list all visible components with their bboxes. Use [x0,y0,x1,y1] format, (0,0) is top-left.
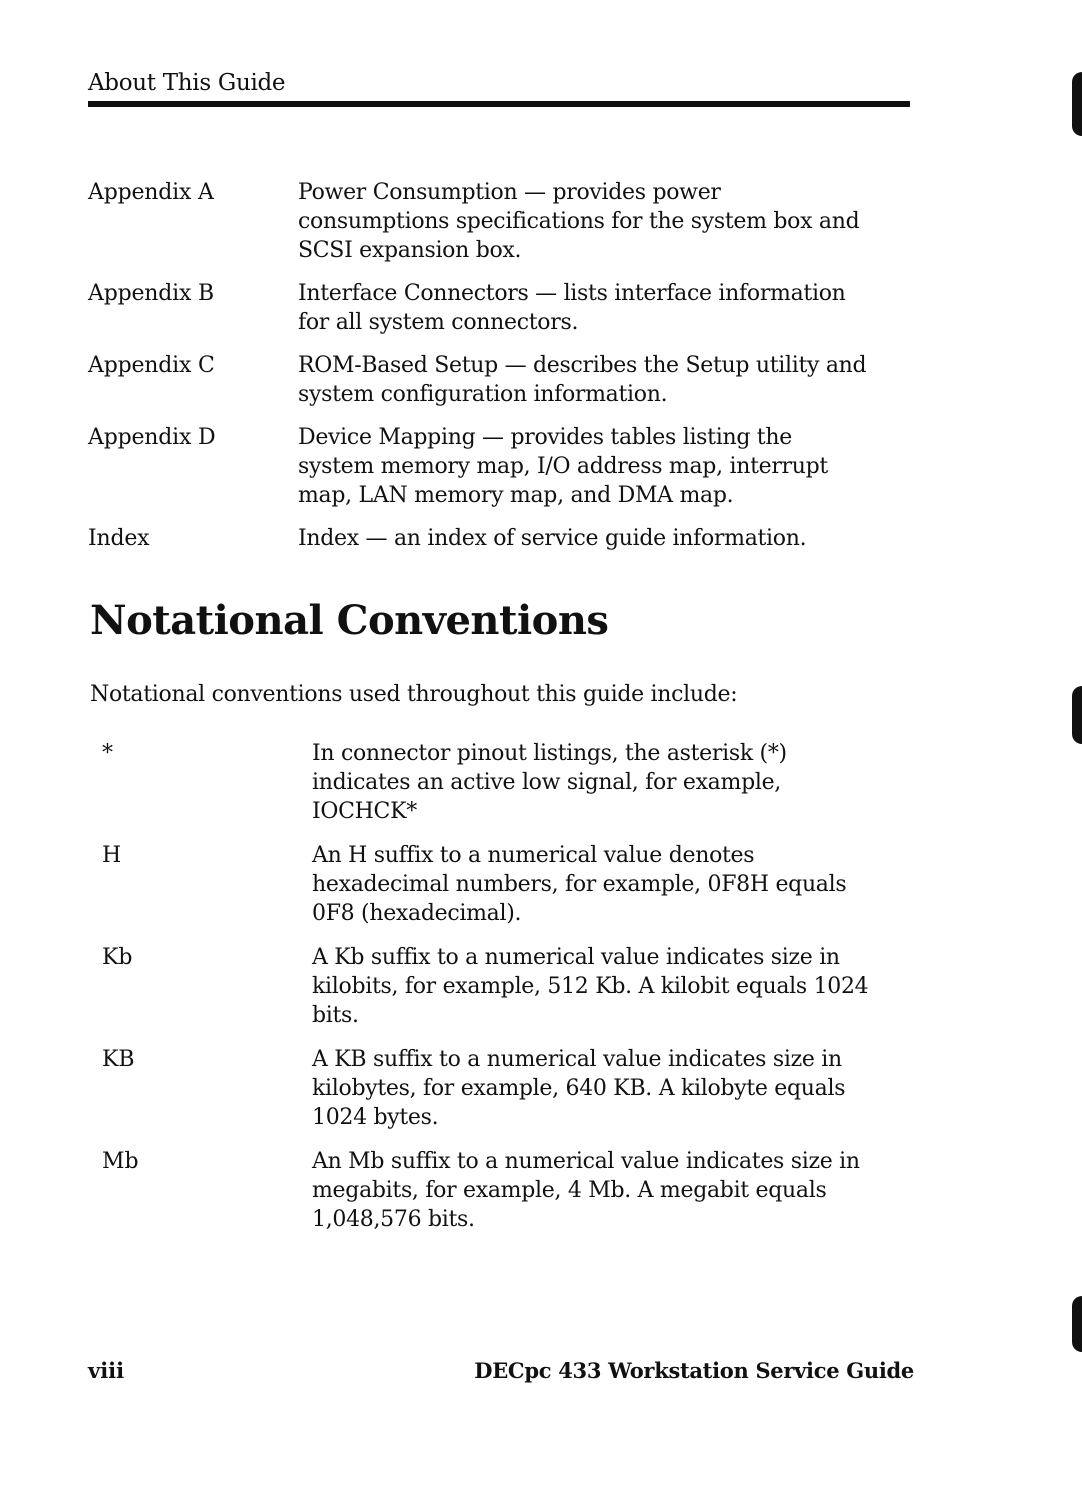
appendix-term: Appendix B [88,281,214,306]
edge-binding-mark [1072,1296,1082,1352]
convention-row [102,1147,882,1234]
section-intro: Notational conventions used throughout this guide include: [90,682,738,707]
convention-description: An Mb suffix to a numerical value indicates size in megabits, for example, 4 Mb. A megabit equals 1,048,576 bits. [312,1149,860,1232]
conventions-list [102,739,882,1249]
appendix-description: Device Mapping — provides tables listing the system memory map, I/O address map, interrupt map, LAN memory map, and DMA map. [298,425,828,508]
appendix-row [88,351,868,409]
convention-row [102,1045,882,1132]
appendix-term: Index [88,526,150,551]
running-header: About This Guide [88,70,286,96]
convention-description: In connector pinout listings, the asterisk (*) indicates an active low signal, for example, IOCHCK* [312,741,787,824]
appendix-term: Appendix A [88,180,214,205]
convention-symbol: Kb [102,945,133,970]
appendix-description: Power Consumption — provides power consumptions specifications for the system box and SCSI expansion box. [298,180,860,263]
appendix-row [88,423,868,510]
book-title: DECpc 433 Workstation Service Guide [474,1358,914,1383]
convention-row [102,739,882,826]
appendix-term: Appendix D [88,425,216,450]
appendix-list [88,178,868,567]
convention-description: An H suffix to a numerical value denotes hexadecimal numbers, for example, 0F8H equals 0F8 (hexadecimal). [312,843,847,926]
edge-binding-mark [1072,72,1082,136]
convention-symbol: Mb [102,1149,139,1174]
section-heading: Notational Conventions [90,597,609,644]
appendix-description: ROM-Based Setup — describes the Setup utility and system configuration information. [298,353,867,407]
appendix-description: Interface Connectors — lists interface information for all system connectors. [298,281,846,335]
appendix-term: Appendix C [88,353,215,378]
appendix-description: Index — an index of service guide information. [298,526,807,551]
convention-row [102,841,882,928]
convention-description: A Kb suffix to a numerical value indicates size in kilobits, for example, 512 Kb. A kilobit equals 1024 bits. [312,945,869,1028]
page-number: viii [88,1358,125,1383]
appendix-row [88,279,868,337]
edge-binding-mark [1072,686,1082,744]
appendix-row [88,178,868,265]
convention-description: A KB suffix to a numerical value indicates size in kilobytes, for example, 640 KB. A kilobyte equals 1024 bytes. [312,1047,846,1130]
convention-row [102,943,882,1030]
header-rule [88,101,910,107]
convention-symbol: KB [102,1047,135,1072]
convention-symbol: * [102,741,113,766]
appendix-row [88,524,868,553]
convention-symbol: H [102,843,122,868]
